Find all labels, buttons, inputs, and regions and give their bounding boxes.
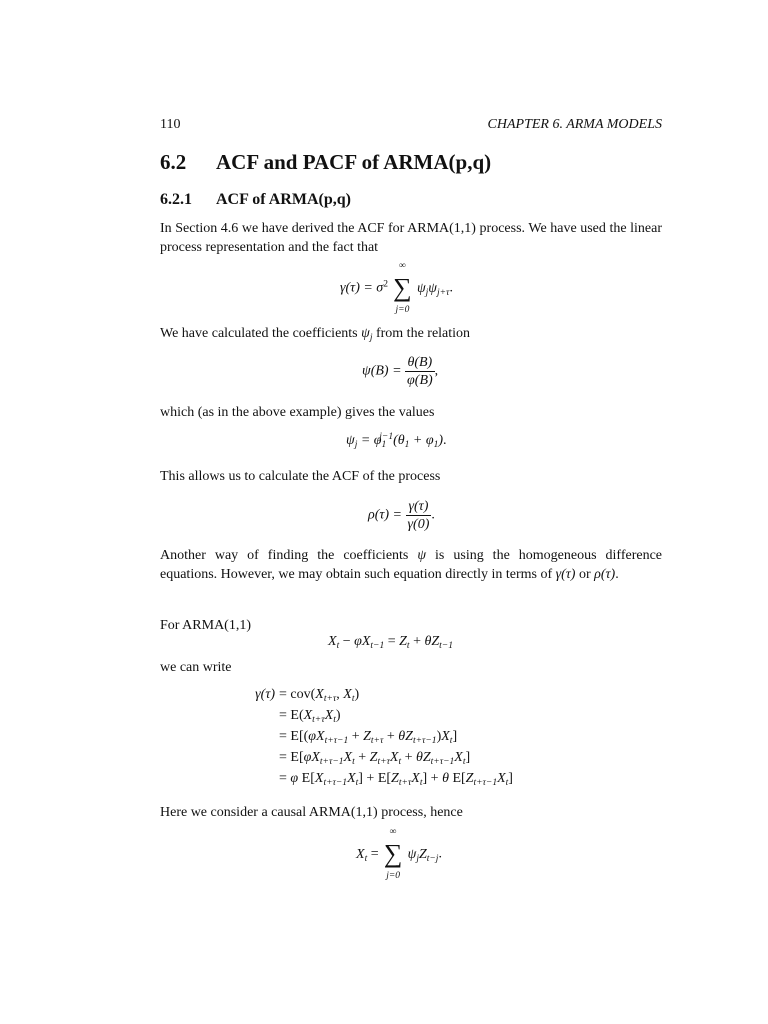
paragraph-coefficients: We have calculated the coefficients $\psi_j$ from the relation [160, 326, 471, 343]
paragraph-homogeneous: Another way of finding the coefficients ψ is using the homogeneous difference equations. However, we may obtain such equation directly in terms of γ(τ) or ρ(τ). [160, 548, 663, 582]
summation-symbol: ∞ ∑ j=0 [383, 827, 403, 881]
section-heading [160, 150, 491, 175]
derivation-line: = $E(X_{t+\tau}X_t)$ [279, 708, 341, 725]
paragraph-we-can-write: we can write [160, 660, 232, 675]
equation-psi-relation: ψ(B) = $\frac{\theta(B)}{\varphi(B)}$ , [362, 355, 439, 388]
derivation-line: γ(τ) = $cov(X_{t+\tau}$, $X_t$) [255, 687, 360, 704]
paragraph-arma11: For ARMA(1,1) [160, 618, 252, 633]
paragraph-intro: In Section 4.6 we have derived the ACF for ARMA(1,1) process. We have used the linear process representation and the fact that [160, 221, 662, 255]
equation-acf: ρ(τ) = $\frac{\gamma(\tau)}{\gamma(0)}$ . [368, 499, 435, 532]
subsection-title: ACF of ARMA(p,q) [216, 191, 351, 208]
equation-autocovariance: $\gamma(\tau) = \sigma^2$ ∞ ∑ j=0 $\psi_j\psi_{j+\tau}$. [340, 261, 453, 315]
derivation-line: = $E[\varphi X_{t+\tau-1}X_t + Z_{t+\tau}X_t + \theta Z_{t+\tau-1}X_t]$ [279, 750, 471, 767]
subsection-heading [160, 191, 351, 209]
section-number: 6.2 [160, 150, 187, 174]
subsection-number: 6.2.1 [160, 191, 192, 208]
equation-arma11: $X_t - \varphi X_{t-1} = Z_t + \theta Z_{t-1}$ [328, 634, 453, 651]
paragraph-values: which (as in the above example) gives the values [160, 405, 435, 420]
section-title: ACF and PACF of ARMA(p,q) [216, 150, 492, 174]
paragraph-causal: Here we consider a causal ARMA(1,1) process, hence [160, 805, 463, 820]
running-header: CHAPTER 6. ARMA MODELS [487, 117, 662, 132]
derivation-line: = $E[(\varphi X_{t+\tau-1} + Z_{t+\tau} + \theta Z_{t+\tau-1})X_t]$ [279, 729, 458, 746]
page-number: 110 [160, 117, 181, 132]
summation-symbol: ∞ ∑ j=0 [393, 261, 412, 315]
derivation-line: = φ $E[X_{t+\tau-1}X_t] + E[Z_{t+\tau}X_t] + \theta$ $E[Z_{t+\tau-1}X_t]$ [279, 771, 513, 788]
paragraph-acf: This allows us to calculate the ACF of the process [160, 469, 441, 484]
equation-causal-representation: $X_t$ = ∞ ∑ j=0 $\psi_jZ_{t-j}$. [356, 827, 442, 881]
equation-psi-values: $\psi_j = \varphi_1^{j-1}(\theta_1 + \varphi_1)$. [346, 432, 447, 450]
